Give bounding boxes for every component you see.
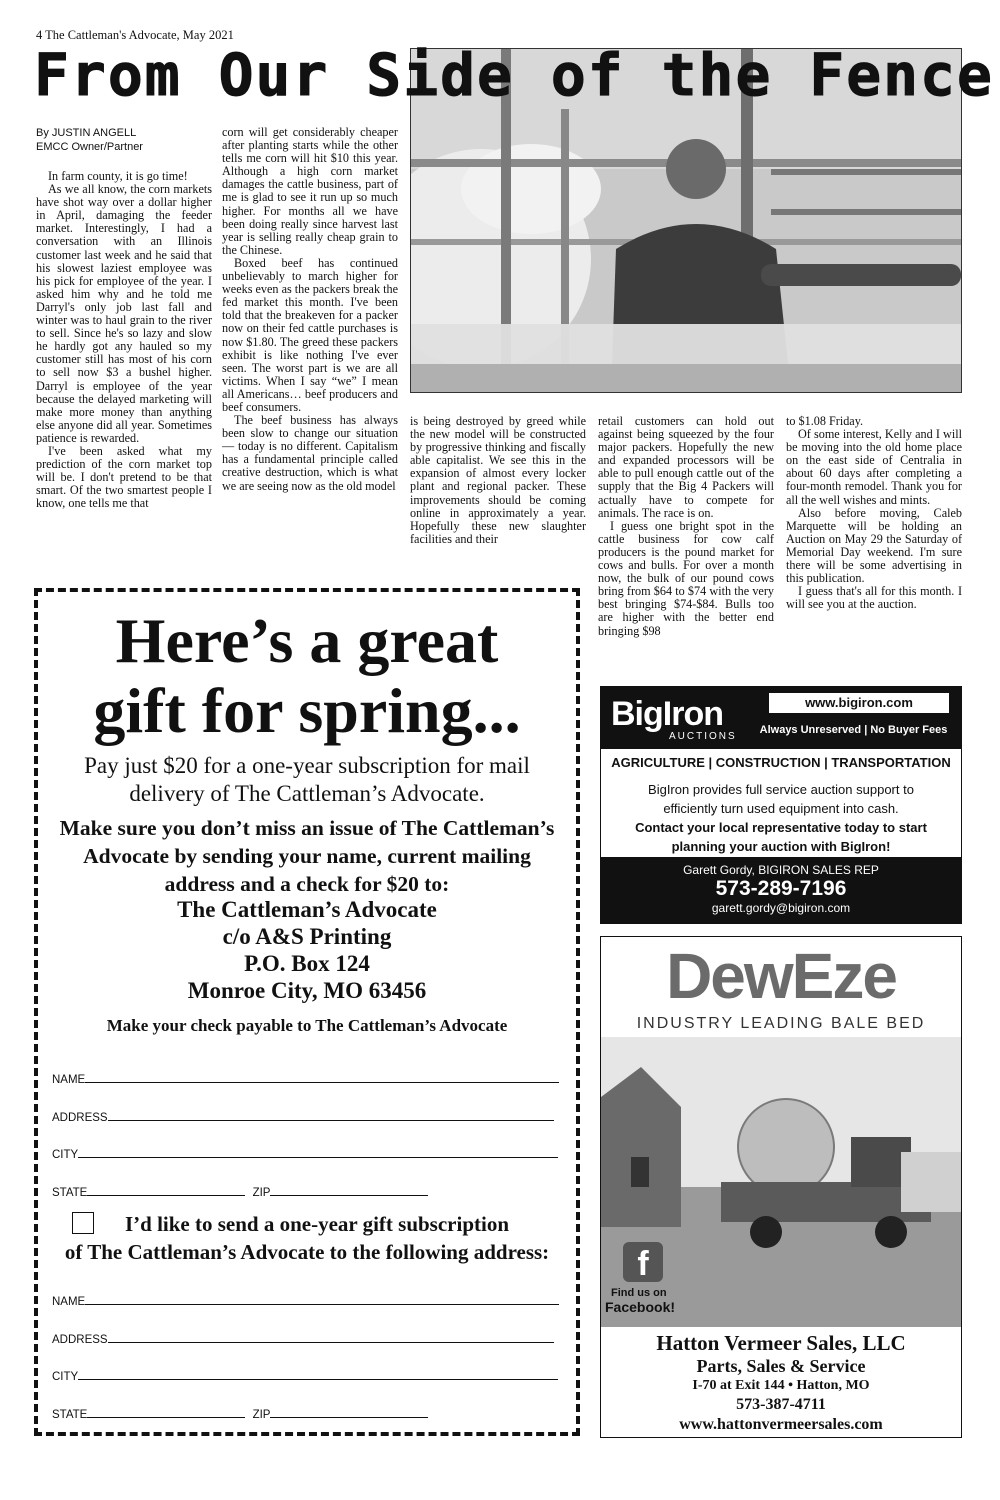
subscription-ad xyxy=(34,588,580,1436)
byline xyxy=(36,126,211,154)
field-label: CITY xyxy=(52,1149,79,1161)
rep-email[interactable]: garett.gordy@bigiron.com xyxy=(711,901,851,915)
ad-instruction-line: Make sure you don’t miss an issue of The Cattleman’s xyxy=(59,816,555,840)
bigiron-url[interactable]: www.bigiron.com xyxy=(769,693,949,713)
ad-instruction-line: address and a check for $20 to: xyxy=(164,872,450,896)
ad-intro-line: delivery of The Cattleman’s Advocate. xyxy=(129,781,485,806)
article-paragraph: Also before moving, Caleb Marquette will be holding an Auction on May 29 the Saturday of Memorial Day weekend. I'm sure there will be some advertising in this publication. xyxy=(786,505,962,586)
rep-name: Garett Gordy, BIGIRON SALES REP xyxy=(683,863,879,877)
field-label: NAME xyxy=(52,1074,86,1086)
bigiron-ad xyxy=(600,686,962,924)
article-paragraph: I guess that's all for this month. I will see you at the auction. xyxy=(786,584,962,612)
facebook-text-1: Find us on xyxy=(611,1287,667,1299)
dealer-website[interactable]: www.hattonvermeersales.com xyxy=(679,1416,883,1433)
page-folio: 4 The Cattleman's Advocate, May 2021 xyxy=(36,28,234,42)
desc-line: efficiently turn used equipment into cash. xyxy=(663,801,899,816)
article-column-5 xyxy=(786,415,962,611)
byline-name: By JUSTIN ANGELL xyxy=(36,127,137,139)
field-label: CITY xyxy=(52,1371,79,1383)
article-paragraph: is being destroyed by greed while the new model will be constructed by progressive thinking and fiscally able capitalist. We see this in the expansion of almost every locker plant and regional packer. These improvements should be coming online in approximately a year. Hopefully these new slaughter facilities and their xyxy=(410,414,586,546)
address-line: The Cattleman’s Advocate xyxy=(177,897,437,922)
bigiron-logo-sub: AUCTIONS xyxy=(669,731,737,742)
deweze-logo: DewEze xyxy=(666,940,896,1012)
gift-state-zip-field[interactable] xyxy=(52,1407,428,1421)
gift-name-field[interactable] xyxy=(52,1294,559,1308)
field-underline[interactable] xyxy=(78,1147,558,1158)
field-underline[interactable] xyxy=(87,1185,245,1196)
field-label: ZIP xyxy=(252,1187,271,1199)
deweze-ad xyxy=(600,936,962,1438)
article-paragraph: Of some interest, Kelly and I will be moving into the old home place on the east side of Centralia in about 60 days after completing a four-month remodel. Thank you for all the well wishes and mints. xyxy=(786,427,962,507)
field-underline[interactable] xyxy=(87,1407,245,1418)
cta-line: planning your auction with BigIron! xyxy=(671,839,891,854)
field-label: ZIP xyxy=(252,1409,271,1421)
facebook-icon[interactable]: f xyxy=(623,1242,663,1282)
desc-line: BigIron provides full service auction support to xyxy=(648,782,914,797)
field-label: ADDRESS xyxy=(52,1112,108,1124)
bigiron-contact xyxy=(601,857,961,923)
article-paragraph: The beef business has always been slow to change our situation — today is no different. Capitalism has a fundamental principle called creative destruction, which is what we are seeing now as the old model xyxy=(222,413,398,493)
article-column-2 xyxy=(222,126,398,493)
ad-headline-1: Here’s a great xyxy=(115,605,499,676)
article-column-4 xyxy=(598,415,774,638)
ad-headline-2: gift for spring... xyxy=(93,675,521,746)
field-underline[interactable] xyxy=(270,1185,428,1196)
gift-text xyxy=(38,1210,576,1266)
ad-intro xyxy=(38,752,576,808)
facebook-text-2: Facebook! xyxy=(605,1299,676,1315)
dealer-location: I-70 at Exit 144 • Hatton, MO xyxy=(692,1378,870,1393)
field-label: STATE xyxy=(52,1187,88,1199)
article-paragraph: Boxed beef has continued unbelievably to march higher for weeks even as the packers break the fed market this month. I've been told that the breakeven for a packer now on their fed cattle purchases is now $1.80. The greed these packers exhibit is like nothing I've ever seen. The worst part is we are all victims. When I say “we” I mean all Americans… beef producers and beef consumers. xyxy=(222,255,398,414)
article-paragraph: As we all know, the corn markets have shot way over a dollar higher in April, damaging the feeder market. Interestingly, I had a conversation with an Illinois customer last week and he said that his slowest laziest employee was his pick for employee of the year. I asked him why and he told me Darryl's only job last fall and winter was to haul grain to the river to sell. Since he's so lazy and slow he hardly got any hauled so my customer still has most of his corn to sell now $3 a bushel higher. Darryl is employee of the year because the delayed marketing will make more money than anything else anyone did all year. Sometimes patience is rewarded. xyxy=(36,182,212,445)
bigiron-logo: BigIron xyxy=(611,695,723,733)
bigiron-tagline: Always Unreserved | No Buyer Fees xyxy=(759,724,948,736)
mailing-address xyxy=(38,896,576,1004)
address-line: P.O. Box 124 xyxy=(244,951,370,976)
deweze-tagline: INDUSTRY LEADING BALE BED xyxy=(636,1015,926,1032)
field-label: STATE xyxy=(52,1409,88,1421)
field-underline[interactable] xyxy=(85,1294,559,1305)
gift-address-field[interactable] xyxy=(52,1332,554,1346)
article-paragraph: corn will get considerably cheaper after planting starts while the other tells me corn will hit $10 this year. Although a high corn market damages the cattle business, part of me is glad to see it run up so much higher. For months all we have been doing really since harvest last year is selling really cheap grain to the Chinese. xyxy=(222,125,398,257)
dealer-phone[interactable]: 573-387-4711 xyxy=(736,1396,826,1413)
field-label: NAME xyxy=(52,1296,86,1308)
field-underline[interactable] xyxy=(108,1110,554,1121)
byline-title: EMCC Owner/Partner xyxy=(36,141,143,153)
state-zip-field[interactable] xyxy=(52,1185,428,1199)
dealer-services: Parts, Sales & Service xyxy=(696,1356,866,1376)
article-column-3 xyxy=(410,415,586,546)
rep-phone[interactable]: 573-289-7196 xyxy=(715,877,847,900)
article-column-1 xyxy=(36,170,212,510)
article-paragraph: In farm county, it is go time! xyxy=(48,169,188,183)
field-underline[interactable] xyxy=(270,1407,428,1418)
address-line: c/o A&S Printing xyxy=(222,924,392,949)
address-field[interactable] xyxy=(52,1110,554,1124)
ad-intro-line: Pay just $20 for a one-year subscription for mail xyxy=(84,753,530,778)
bigiron-categories: AGRICULTURE | CONSTRUCTION | TRANSPORTATION xyxy=(611,755,951,770)
dealer-info xyxy=(601,1331,961,1435)
payable-note: Make your check payable to The Cattleman’s Advocate xyxy=(106,1016,508,1035)
field-underline[interactable] xyxy=(108,1332,554,1343)
gift-city-field[interactable] xyxy=(52,1369,558,1383)
bigiron-description xyxy=(601,780,961,856)
article-paragraph: I've been asked what my prediction of the corn market top will be. I don't pretend to be that smart. Of the two smartest people I know, one tells me that xyxy=(36,443,212,511)
gift-line: of The Cattleman’s Advocate to the following address: xyxy=(64,1240,550,1264)
gift-line: I’d like to send a one-year gift subscription xyxy=(124,1212,510,1236)
article-paragraph: to $1.08 Friday. xyxy=(786,414,864,428)
ad-instruction-line: Advocate by sending your name, current mailing xyxy=(83,844,531,868)
ad-instructions xyxy=(38,814,576,898)
name-field[interactable] xyxy=(52,1072,559,1086)
article-paragraph: retail customers can hold out against being squeezed by the four major packers. Hopefully the new and expanded processors will be able to pull enough cattle out of the supply that the Big 4 Packers will actually have to compete for animals. The race is on. xyxy=(598,414,774,520)
city-field[interactable] xyxy=(52,1147,558,1161)
address-line: Monroe City, MO 63456 xyxy=(187,978,427,1003)
field-label: ADDRESS xyxy=(52,1334,108,1346)
article-paragraph: I guess one bright spot in the cattle business for cow calf producers is the pound market for cows and bulls. For over a month now, the bulk of our pound cows bring from $64 to $74 with the very best bringing $74-$84. Bulls too are higher with the better end bringing $98 xyxy=(598,518,774,638)
dealer-name: Hatton Vermeer Sales, LLC xyxy=(656,1331,906,1355)
field-underline[interactable] xyxy=(78,1369,558,1380)
cta-line: Contact your local representative today to start xyxy=(635,820,927,835)
page-headline: From Our Side of the Fence xyxy=(34,41,994,109)
field-underline[interactable] xyxy=(85,1072,559,1083)
